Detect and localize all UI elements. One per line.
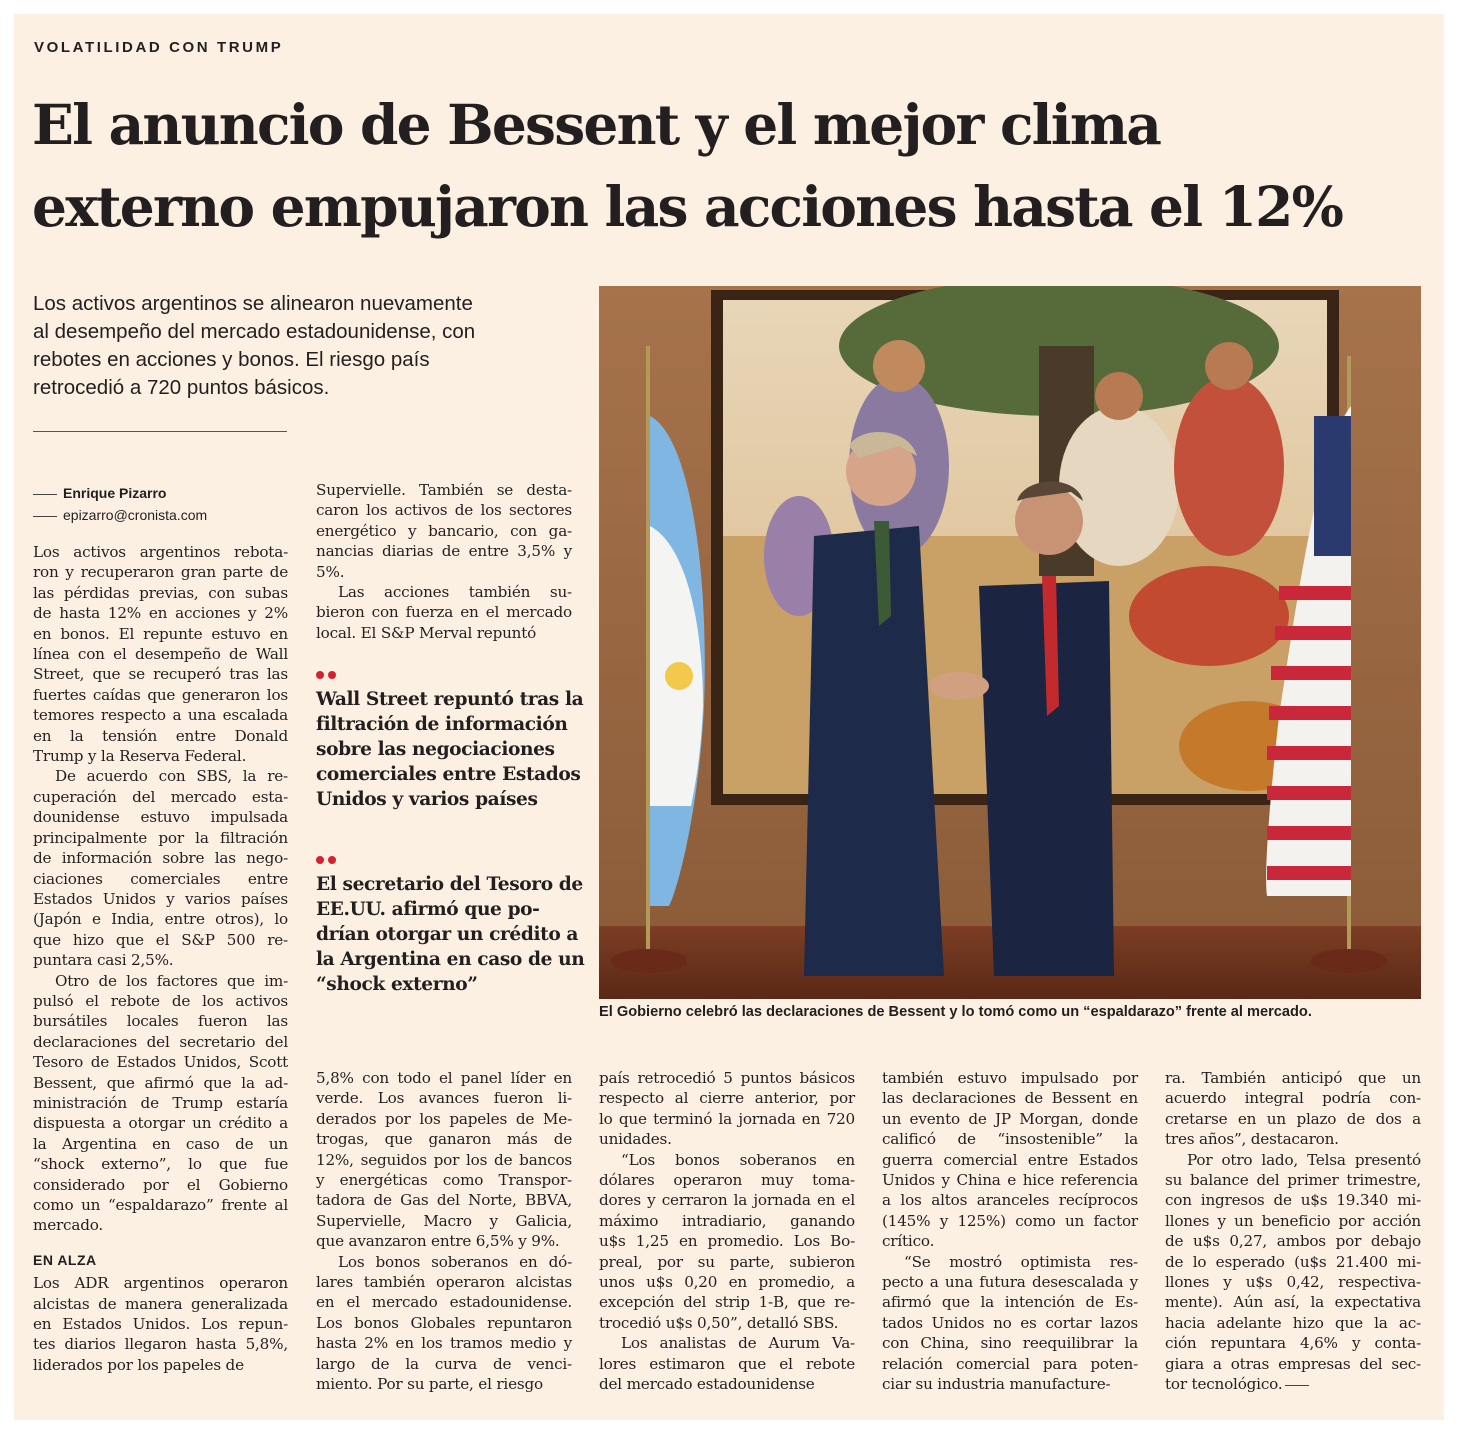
text-line: De acuerdo con SBS, la re- (55, 767, 288, 786)
lede-divider (33, 431, 287, 432)
author-name: Enrique Pizarro (63, 485, 167, 501)
text-line: Supervielle. También se desta- (316, 481, 572, 499)
text-line: las declaraciones de Bessent en (882, 1089, 1138, 1108)
text-line: con ingresos de u$s 19.340 mi- (1165, 1191, 1421, 1210)
text-line: que avanzaron entre 6,5% y 9%. (316, 1232, 560, 1251)
text-line: de lo esperado (u$s 21.400 mi- (1165, 1252, 1421, 1271)
body-column-1 (33, 542, 288, 1375)
text-line: miento. Por su parte, el riesgo (316, 1375, 543, 1394)
pull-quote-line: la Argentina en caso de un (316, 949, 585, 970)
author-email[interactable]: epizarro@cronista.com (63, 507, 208, 523)
text-line: Unidos y China e hice referencia (882, 1171, 1138, 1190)
text-line: y energéticas como Transpor- (316, 1171, 572, 1190)
text-line: liderados por los papeles de (33, 1355, 244, 1374)
text-line: temores respecto a una escalada (33, 706, 288, 725)
section-kicker: VOLATILIDAD CON TRUMP (34, 39, 284, 56)
text-line: caron los activos de los sectores (316, 501, 572, 520)
text-line: puntara casi 2,5%. (33, 951, 174, 970)
text-line: (Japón e India, entre otros), lo (33, 910, 288, 929)
text-line: ciaciones comerciales entre (33, 869, 288, 888)
text-line: tes diarios llegaron hasta 5,8%, (33, 1335, 288, 1354)
lede-line: Los activos argentinos se alinearon nuevamente (33, 292, 473, 315)
text-line: en Estados Unidos. Los repun- (33, 1315, 288, 1334)
text-line: Las acciones también su- (338, 583, 572, 602)
text-line: lo que terminó la jornada en 720 (599, 1109, 855, 1128)
text-line: tadora de Gas del Norte, BBVA, (316, 1191, 572, 1210)
text-line: “shock externo”, lo que fue (33, 1155, 288, 1174)
pull-quote-line: filtración de información (316, 714, 568, 735)
text-line: pulsó el rebote de los activos (33, 991, 288, 1010)
text-line: crítico. (882, 1232, 935, 1251)
text-line: llones y u$s 0,42, respectiva- (1165, 1273, 1421, 1292)
text-line: derados por los papeles de Me- (316, 1109, 572, 1128)
text-line: Bessent, que afirmó que la ad- (33, 1073, 288, 1092)
text-line: lares también operaron alcistas (316, 1273, 572, 1292)
text-line: relación comercial para poten- (882, 1354, 1138, 1373)
text-line: giara a otras empresas del sec- (1165, 1354, 1421, 1373)
body-column-2-bottom (316, 1068, 572, 1395)
lede-line: rebotes en acciones y bonos. El riesgo país (33, 348, 430, 371)
text-line: mercado. (33, 1216, 104, 1235)
pull-quote-line: Wall Street repuntó tras la (316, 689, 584, 710)
text-line: considerado por el Gobierno (33, 1175, 288, 1194)
headline-line: externo empujaron las acciones hasta el 12% (32, 174, 1343, 239)
text-line: país retrocedió 5 puntos básicos (599, 1069, 855, 1087)
text-line: bieron con fuerza en el mercado (316, 603, 572, 622)
text-line: guerra comercial entre Estados (882, 1150, 1138, 1169)
text-line: cretarse en un plazo de dos a (1165, 1109, 1421, 1128)
text-line: dólares operaron muy toma- (599, 1171, 855, 1190)
text-line: principalmente por la filtración (33, 828, 288, 847)
text-line: afirmó que la intención de Es- (882, 1293, 1138, 1312)
pull-quote-line: comerciales entre Estados (316, 764, 581, 785)
text-line: máximo intradiario, ganando (599, 1211, 855, 1230)
text-line: Por otro lado, Telsa presentó (1187, 1150, 1421, 1169)
text-line: Los bonos Globales repuntaron (316, 1313, 572, 1332)
pull-quote-line: drían otorgar un crédito a (316, 924, 579, 945)
body-column-3 (599, 1068, 855, 1395)
text-line: en el mercado estadounidense. (316, 1293, 572, 1312)
text-line: unos u$s 0,20 en promedio, a (599, 1273, 855, 1292)
text-line: llones y un beneficio por acción (1165, 1211, 1421, 1230)
text-line: hacia adelante hizo que la ac- (1165, 1313, 1421, 1332)
byline (33, 482, 207, 526)
text-line: con China, sino reequilibrar la (882, 1334, 1138, 1353)
text-line: verde. Los avances fueron li- (316, 1089, 572, 1108)
headline-line: El anuncio de Bessent y el mejor clima (32, 92, 1161, 157)
text-line: las pérdidas previas, con subas (33, 583, 288, 602)
text-line: de hasta 12% en acciones y 2% (33, 604, 288, 623)
body-column-4 (882, 1068, 1138, 1395)
pull-quote-line: “shock externo” (316, 974, 478, 995)
text-line: ciar su industria manufacture- (882, 1375, 1111, 1394)
text-line: u$s 1,25 en promedio. Los Bo- (599, 1232, 855, 1251)
text-line: un evento de JP Morgan, donde (882, 1109, 1138, 1128)
text-line: 5,8% con todo el panel líder en (316, 1069, 572, 1087)
text-line: Supervielle, Macro y Galicia, (316, 1211, 572, 1230)
text-line: “Los bonos soberanos en (621, 1150, 855, 1169)
text-line: en bonos. El repunte estuvo en (33, 624, 288, 643)
lede-line: retrocedió a 720 puntos básicos. (33, 376, 330, 399)
text-line: la Argentina en caso de un (33, 1134, 288, 1153)
byline-dash (33, 516, 57, 517)
text-line: calificó de “insostenible” la (882, 1130, 1138, 1149)
lede-line: al desempeño del mercado estadounidense, con (33, 320, 476, 343)
text-line: declaraciones del secretario del (33, 1032, 288, 1051)
pull-quote-line: EE.UU. afirmó que po- (316, 899, 540, 920)
text-line: respecto al cierre anterior, por (599, 1089, 855, 1108)
text-line: como un “espaldarazo” frente al (33, 1196, 288, 1214)
text-line: Los bonos soberanos en dó- (338, 1252, 572, 1271)
pull-quote-line: Unidos y varios países (316, 789, 538, 810)
red-dots-marker (316, 856, 578, 864)
text-line: Estados Unidos y varios países (33, 889, 288, 908)
text-line: que hizo que el S&P 500 re- (33, 930, 288, 949)
body-column-2-top (316, 480, 572, 643)
text-line: Otro de los factores que im- (55, 971, 288, 990)
text-line: Los activos argentinos rebota- (33, 543, 288, 561)
pull-quote-line: El secretario del Tesoro de (316, 874, 583, 895)
text-line: Los analistas de Aurum Va- (621, 1334, 855, 1353)
text-line: acuerdo integral podría con- (1165, 1089, 1421, 1108)
text-line: dispuesta a otorgar un crédito a (33, 1114, 288, 1133)
text-line: trocedió u$s 0,50”, detalló SBS. (599, 1313, 839, 1332)
text-line: fuertes caídas que generaron los (33, 685, 288, 704)
lede-summary (33, 290, 533, 402)
text-line: largo de la curva de venci- (316, 1354, 572, 1373)
text-line: excepción del strip 1-B, que re- (599, 1293, 855, 1312)
text-line: línea con el desempeño de Wall (33, 645, 288, 664)
text-line: “Se mostró optimista res- (904, 1252, 1138, 1271)
text-line: ministración de Trump estaría (33, 1093, 288, 1112)
text-line: trogas, que ganaron más de (316, 1130, 572, 1149)
text-line: dounidense estuvo impulsada (33, 808, 288, 827)
text-line: 12%, seguidos por los de bancos (316, 1150, 572, 1169)
pull-quote-1 (316, 671, 584, 812)
text-line: hasta 2% en los tramos medio y (316, 1334, 572, 1353)
pull-quote-line: sobre las negociaciones (316, 739, 555, 760)
red-dots-marker (316, 671, 578, 679)
text-line: su balance del primer trimestre, (1165, 1171, 1421, 1190)
text-line: alcistas de manera generalizada (33, 1294, 288, 1313)
photo-caption: El Gobierno celebró las declaraciones de Bessent y lo tomó como un “espaldarazo” frente al mercado. (599, 1004, 1312, 1020)
text-line: tres años”, destacaron. (1165, 1130, 1339, 1149)
text-line: ra. También anticipó que un (1165, 1069, 1421, 1087)
text-line: bursátiles locales fueron las (33, 1012, 288, 1031)
text-line: dores y cerraron la jornada en el (599, 1191, 855, 1210)
headline (32, 84, 1412, 248)
text-line: preal, por su parte, subieron (599, 1252, 855, 1271)
text-line: también estuvo impulsado por (882, 1069, 1138, 1087)
text-line: pecto a una futura desescalada y (882, 1273, 1138, 1292)
text-line: ción repuntara 4,6% y conta- (1165, 1334, 1421, 1353)
text-line: en la tensión entre Donald (33, 726, 288, 745)
text-line: cuperación del mercado esta- (33, 787, 288, 806)
text-line: Los ADR argentinos operaron (33, 1274, 288, 1293)
text-line: tor tecnológico. (1165, 1374, 1421, 1394)
text-line: tados Unidos no es cortar lazos (882, 1313, 1138, 1332)
text-line: Trump y la Reserva Federal. (33, 747, 247, 766)
byline-dash (33, 494, 57, 495)
text-line: lores estimaron que el rebote (599, 1354, 855, 1373)
text-line: unidades. (599, 1130, 672, 1149)
text-line: mente). Aún así, la expectativa (1165, 1293, 1421, 1312)
text-line: ron y recuperaron gran parte de (33, 563, 288, 582)
article-photo (599, 286, 1421, 999)
text-line: nancias diarias de entre 3,5% y (316, 542, 572, 561)
text-line: Street, que se recuperó tras las (33, 665, 288, 684)
text-line: de información sobre las nego- (33, 849, 288, 868)
text-line: a los altos aranceles recíprocos (882, 1191, 1138, 1210)
article-end-mark (1285, 1385, 1309, 1386)
text-line: (145% y 125%) como un factor (882, 1211, 1138, 1230)
text-line: 5%. (316, 562, 345, 581)
text-line: Tesoro de Estados Unidos, Scott (33, 1053, 288, 1072)
text-line: de u$s 0,27, ambos por debajo (1165, 1232, 1421, 1251)
section-subhead: EN ALZA (33, 1251, 97, 1268)
text-line: del mercado estadounidense (599, 1375, 815, 1394)
body-column-5 (1165, 1068, 1421, 1395)
photo-illustration (599, 286, 1421, 999)
text-line: energético y bancario, con ga- (316, 521, 572, 540)
text-line: local. El S&P Merval repuntó (316, 623, 537, 642)
pull-quote-2 (316, 856, 585, 997)
